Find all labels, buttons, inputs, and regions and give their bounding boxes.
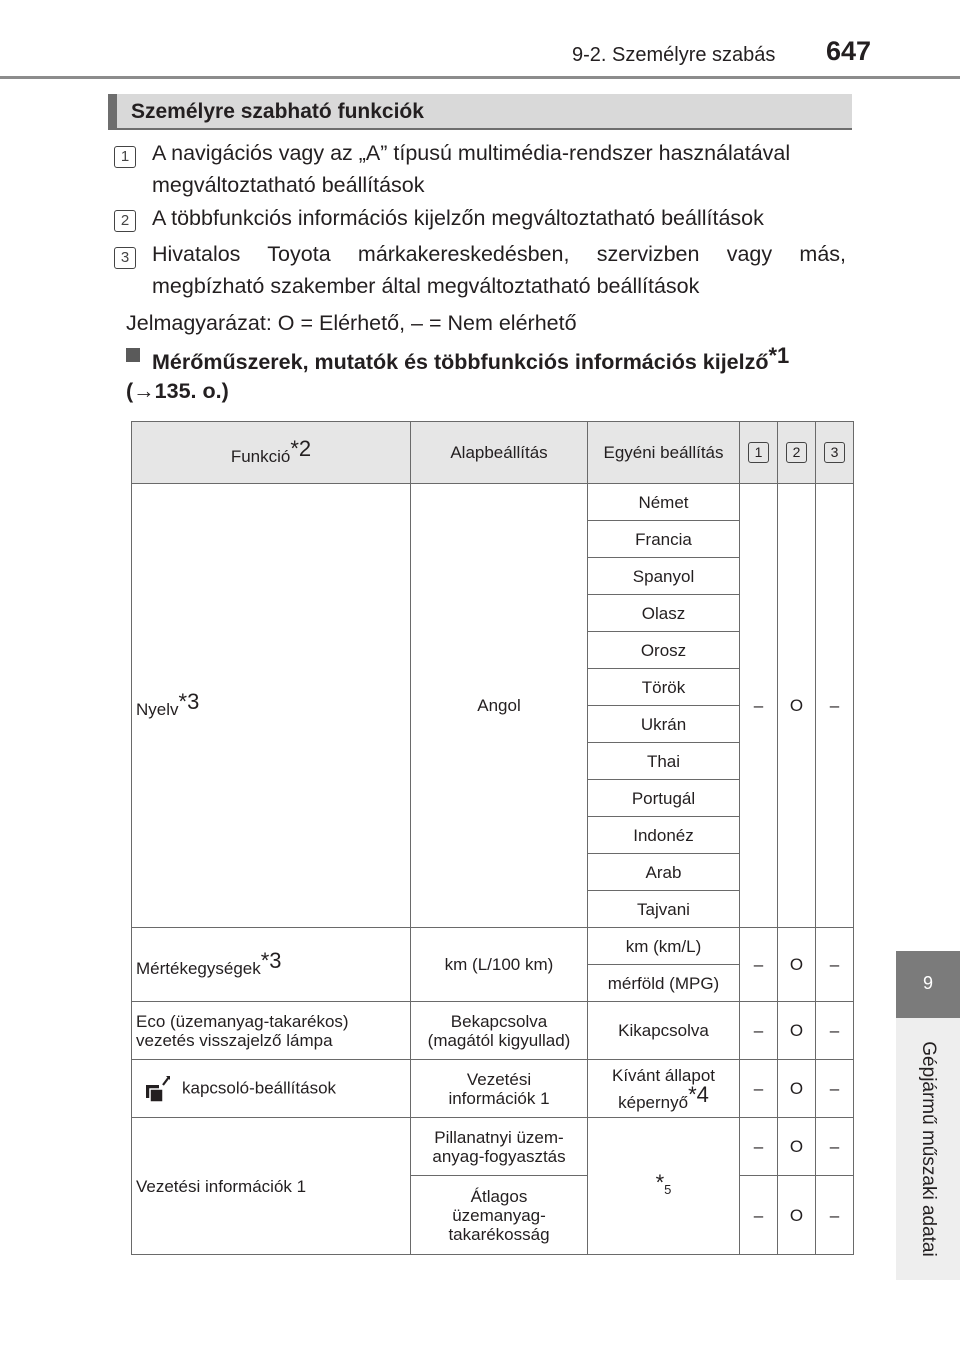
driving-info-default-2-line-3: takarékosság [448,1224,550,1244]
driving-info-custom-footnote: 5 [664,1182,672,1197]
header-col-3-box: 3 [824,442,845,463]
language-option: Arab [588,854,740,891]
table-row [132,1002,854,1060]
chapter-tab [896,951,960,1018]
driving-info-name: Vezetési információk 1 [132,1118,411,1255]
chapter-label: Gépjármű műszaki adatai [918,1041,939,1257]
item-number-1: 1 [114,146,136,168]
language-option: Olasz [588,595,740,632]
units-col-1: – [740,928,778,1002]
reference-open-paren: ( [126,379,134,403]
driving-info-col-2: O [778,1176,816,1255]
item-number-3: 3 [114,247,136,269]
header-custom: Egyéni beállítás [588,422,740,484]
driving-info-custom-asterisk: * [655,1170,665,1195]
subheading [152,340,789,378]
table-header-row [132,422,854,484]
language-option: Török [588,669,740,706]
language-option: Thai [588,743,740,780]
header-default: Alapbeállítás [411,422,588,484]
driving-info-col-1: – [740,1118,778,1176]
subheading-footnote: *1 [768,343,790,368]
settings-table [131,421,854,1255]
eco-name-line-2: vezetés visszajelző lámpa [136,1030,333,1050]
header-col-3 [816,422,854,484]
header-col-1-box: 1 [748,442,769,463]
units-label: Mértékegységek [136,959,261,978]
language-col-1: – [740,484,778,928]
table-row [132,1060,854,1118]
language-label: Nyelv [136,700,179,719]
eco-col-3: – [816,1002,854,1060]
eco-default-line-2: (magától kigyullad) [427,1030,571,1050]
switch-col-2: O [778,1060,816,1118]
language-option: Indonéz [588,817,740,854]
switch-custom [588,1060,740,1118]
chapter-title: 9-2. Személyre szabás [572,44,776,66]
driving-info-default [411,1118,588,1176]
units-default: km (L/100 km) [411,928,588,1002]
item-text-3: Hivatalos Toyota márkakereskedésben, szervizben vagy más, megbízható szakember által megváltoztatható beállítások [152,242,846,298]
header-col-1 [740,422,778,484]
driving-info-col-1: – [740,1176,778,1255]
eco-name [132,1002,411,1060]
chapter-tab-number: 9 [922,973,933,993]
language-option: Orosz [588,632,740,669]
driving-info-default-1-line-2: anyag-fogyasztás [432,1146,566,1166]
square-bullet-icon [126,348,140,362]
language-col-2: O [778,484,816,928]
switch-default-line-2: információk 1 [448,1088,550,1108]
table-row [132,1118,854,1176]
driving-info-custom [588,1118,740,1255]
eco-default [411,1002,588,1060]
header-function [132,422,411,484]
language-option: Ukrán [588,706,740,743]
driving-info-col-2: O [778,1118,816,1176]
language-option: Spanyol [588,558,740,595]
driving-info-default-2-line-2: üzemanyag- [452,1205,546,1225]
legend: Jelmagyarázat: O = Elérhető, – = Nem elérhető [126,311,577,335]
table-row [132,484,854,521]
table-row [132,928,854,965]
eco-col-1: – [740,1002,778,1060]
switch-name [132,1060,411,1118]
section-title: Személyre szabható funkciók [131,100,424,123]
units-footnote: *3 [260,948,282,973]
switch-default [411,1060,588,1118]
eco-name-line-1: Eco (üzemanyag-takarékos) [136,1011,349,1031]
header-function-label: Funkció [230,447,291,466]
header-col-2-box: 2 [786,442,807,463]
language-option: Francia [588,521,740,558]
subheading-text: Mérőműszerek, mutatók és többfunkciós információs kijelző [152,350,769,374]
item-text-2: A többfunkciós információs kijelzőn megváltoztatható beállítások [152,206,764,230]
units-option: mérföld (MPG) [588,965,740,1002]
driving-info-default-2-line-1: Átlagos [470,1186,528,1206]
language-option: Portugál [588,780,740,817]
units-option: km (km/L) [588,928,740,965]
section-bar [108,94,852,130]
driving-info-col-3: – [816,1118,854,1176]
display-switch-icon [144,1075,172,1103]
item-text-1: A navigációs vagy az „A” típusú multimédia-rendszer használatával megváltoztatható beállítások [152,141,791,197]
eco-col-2: O [778,1002,816,1060]
eco-default-line-1: Bekapcsolva [450,1011,548,1031]
eco-custom: Kikapcsolva [588,1002,740,1060]
language-default: Angol [411,484,588,928]
reference-page: 135. o.) [154,379,229,403]
switch-col-1: – [740,1060,778,1118]
switch-col-3: – [816,1060,854,1118]
item-number-2: 2 [114,210,136,232]
units-col-2: O [778,928,816,1002]
switch-default-line-1: Vezetési [466,1069,532,1089]
header-rule [0,76,960,79]
switch-custom-line-1: Kívánt állapot [611,1065,715,1085]
header-col-2 [778,422,816,484]
page-number: 647 [826,36,872,66]
language-col-3: – [816,484,854,928]
switch-custom-footnote: *4 [688,1081,709,1107]
driving-info-default-1-line-1: Pillanatnyi üzem- [434,1127,564,1147]
units-col-3: – [816,928,854,1002]
language-option: Tajvani [588,891,740,928]
header-function-footnote: *2 [290,436,312,461]
language-option: Német [588,484,740,521]
switch-custom-line-2: képernyő [618,1092,689,1112]
language-footnote: *3 [178,689,200,714]
subheading-reference [126,375,229,407]
driving-info-default [411,1176,588,1255]
units-name [132,928,411,1002]
language-name [132,484,411,928]
arrow-right-icon: → [133,379,155,403]
switch-label: kapcsoló-beállítások [182,1077,337,1097]
driving-info-col-3: – [816,1176,854,1255]
